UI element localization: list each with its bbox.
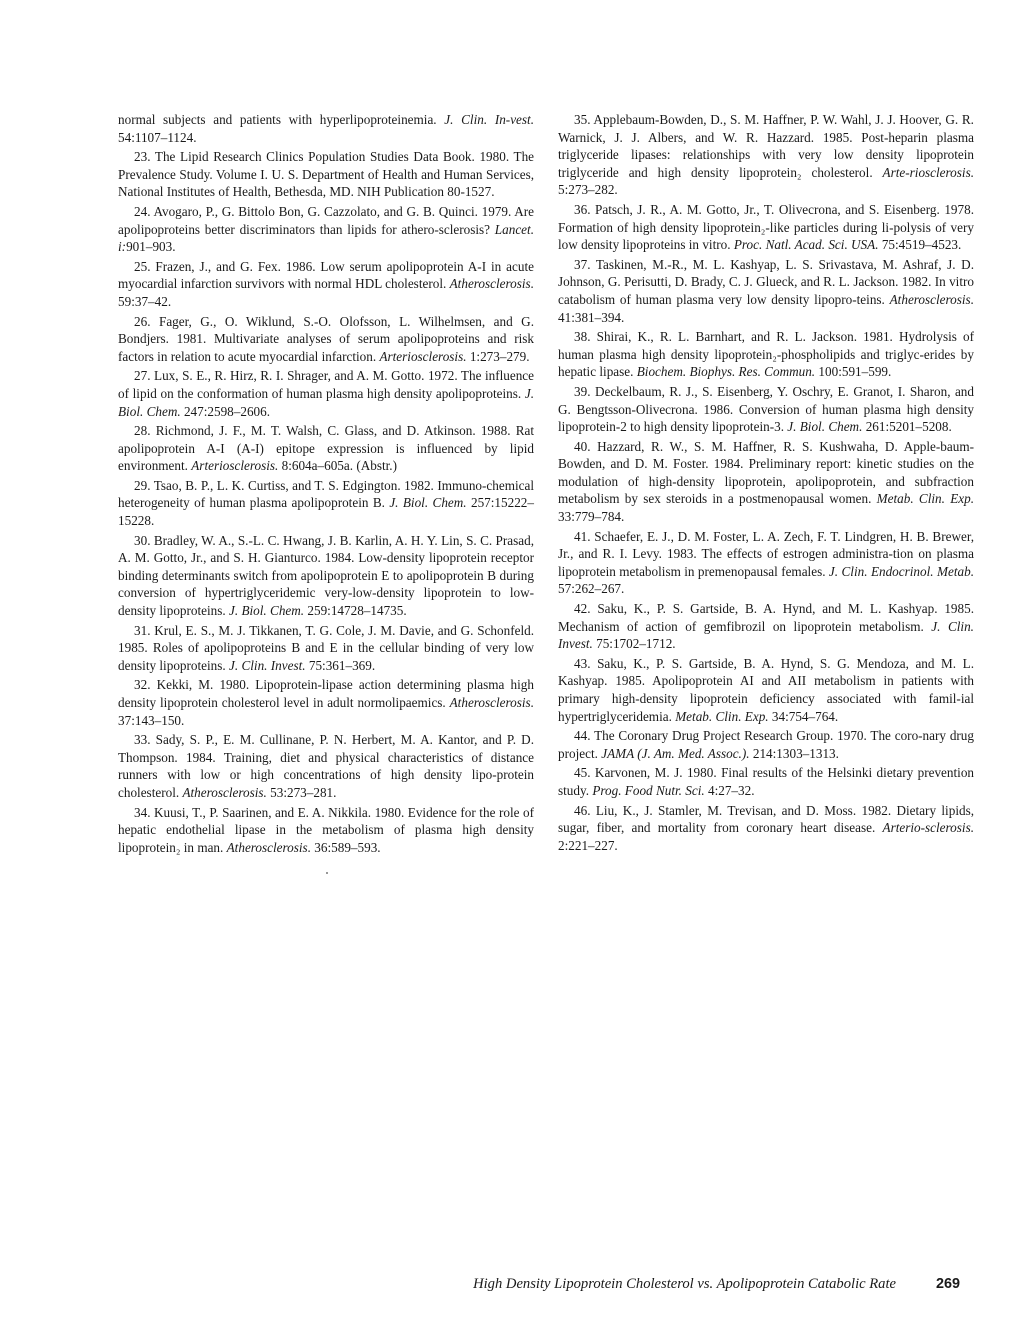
reference-entry [118,258,534,311]
reference-text: Sady, S. P., E. M. Cullinane, P. N. Herbert, M. A. Kantor, and P. D. Thompson. 1984. Training, diet and physical characteristics of distance runners with low or high concentrations of high density lipo-protein cholesterol. [118,732,534,800]
reference-entry [558,438,974,526]
reference-text: Lux, S. E., R. Hirz, R. I. Shrager, and A. M. Gotto. 1972. The influence of lipid on the conformation of human plasma high density apolipoproteins. [118,368,534,401]
stray-mark [326,872,328,874]
reference-number: 32. [134,677,151,693]
journal-name: J. Biol. Chem. [389,495,467,511]
reference-number: 45. [574,765,591,781]
citation-volume-pages: 75:361–369. [305,657,376,673]
citation-volume-pages: 41:381–394. [558,309,625,325]
citation-volume-pages: 59:37–42. [118,293,172,309]
reference-text: Schaefer, E. J., D. M. Foster, L. A. Zech, F. T. Lindgren, H. B. Brewer, Jr., and R. I. Levy. 1983. The effects of estrogen administra-tion on plasma lipoprotein metabolism in premenopausal females. [558,528,975,579]
journal-name: Metab. Clin. Exp. [876,491,974,507]
journal-name: Atherosclerosis. [182,784,267,800]
journal-name: J. Biol. Chem. [118,385,534,419]
reference-text: normal subjects and patients with hyperlipoproteinemia. [118,112,445,127]
reference-text: Fager, G., O. Wiklund, S.-O. Olofsson, L. Wilhelmsen, and G. Bondjers. 1981. Multivariate analyses of serum apolipoproteins and risk factors in relation to acute myocardial infarction. [118,313,534,364]
reference-entry [118,477,534,530]
journal-name: J. Clin. Invest. [558,618,974,652]
reference-entry [558,256,974,326]
reference-number: 40. [574,438,591,454]
reference-column-right [558,111,974,856]
journal-name: Atherosclerosis. [449,695,534,710]
reference-text: Krul, E. S., M. J. Tikkanen, T. G. Cole, J. M. Davie, and G. Schonfeld. 1985. Roles of apolipoproteins B and E in the cellular binding of very low density lipoproteins. [118,622,534,673]
page-number: 269 [935,1276,960,1292]
citation-volume-pages: 100:591–599. [815,364,892,380]
citation-volume-pages: 57:262–267. [558,581,625,597]
citation-volume-pages: 54:1107–1124. [118,129,197,145]
journal-name: Lancet. i: [118,221,534,255]
journal-name: J. Biol. Chem. [229,603,305,619]
reference-number: 30. [134,532,151,548]
reference-entry [558,528,974,598]
reference-number: 24. [134,203,151,219]
citation-volume-pages: 53:273–281. [266,784,337,800]
citation-volume-pages: 4:27–32. [704,782,755,798]
journal-name: Biochem. Biophys. Res. Commun. [636,364,816,380]
reference-number: 35. [574,112,591,127]
citation-volume-pages: 36:589–593. [311,839,381,855]
reference-number: 41. [574,528,591,544]
citation-volume-pages: 2:221–227. [558,837,618,853]
reference-text: The Lipid Research Clinics Population Studies Data Book. 1980. The Prevalence Study. Volume I. U. S. Department of Health and Human Services, National Institutes of Health, Bethesda, MD. NIH Publication 80-1527. [118,149,535,200]
reference-number: 27. [134,368,151,384]
citation-volume-pages: 8:604a–605a. (Abstr.) [278,458,397,474]
reference-text: Patsch, J. R., A. M. Gotto, Jr., T. Olivecrona, and S. Eisenberg. 1978. Formation of high density lipoprotein₂-like particles during li-polysis of very low density lipoproteins in vitro. [558,201,974,253]
running-title: High Density Lipoprotein Cholesterol vs. Apolipoprotein Catabolic Rate [473,1276,896,1292]
citation-volume-pages: 1:273–279. [466,348,530,364]
citation-volume-pages: 901–903. [126,239,176,255]
reference-entry [118,111,534,146]
reference-text: Deckelbaum, R. J., S. Eisenberg, Y. Oschry, E. Granot, I. Sharon, and G. Bengtsson-Olivecrona. 1986. Conversion of human plasma high density lipoprotein-2 to high density lipoprotein-3. [558,383,974,435]
reference-text: Avogaro, P., G. Bittolo Bon, G. Cazzolato, and G. B. Quinci. 1979. Are apolipoproteins better discriminators than lipids for athero-sclerosis? [118,203,534,237]
reference-entry [118,676,534,729]
reference-text: Saku, K., P. S. Gartside, B. A. Hynd, and M. L. Kashyap. 1985. Mechanism of action of gemfibrozil on lipoprotein metabolism. [558,601,974,634]
reference-text: Applebaum-Bowden, D., S. M. Haffner, P. W. Wahl, J. J. Hoover, G. R. Warnick, J. J. Albers, and W. R. Hazzard. 1985. Post-heparin plasma triglyceride lipases: relationships with very low density lipoprotein triglyceride and high density lipoprotein₂ cholesterol. [558,112,974,180]
reference-text: Bradley, W. A., S.-L. C. Hwang, J. B. Karlin, A. H. Y. Lin, S. C. Prasad, A. M. Gotto, Jr., and S. H. Gianturco. 1984. Low-density lipoprotein receptor binding determinants switch from apolipoprotein E to apolipoprotein B during conversion of hypertriglyceridemic very-low-density lipoprotein to low-density lipoproteins. [118,532,534,619]
reference-text: Kekki, M. 1980. Lipoprotein-lipase action determining plasma high density lipoprotein cholesterol level in adult normolipaemics. [118,677,534,710]
reference-number: 44. [574,728,591,744]
citation-volume-pages: 214:1303–1313. [749,745,839,761]
journal-name: Arteriosclerosis. [379,348,467,364]
reference-number: 37. [574,256,591,272]
citation-volume-pages: 247:2598–2606. [180,403,271,419]
reference-entry [558,201,974,254]
reference-text: Karvonen, M. J. 1980. Final results of the Helsinki dietary prevention study. [558,765,975,798]
reference-number: 29. [134,477,151,493]
reference-entry [118,148,534,201]
citation-volume-pages: 37:143–150. [118,712,185,728]
reference-entry [558,655,974,725]
reference-number: 36. [574,201,591,217]
reference-number: 33. [134,732,151,748]
citation-volume-pages: 5:273–282. [558,182,618,198]
journal-name: J. Biol. Chem. [787,419,863,435]
reference-number: 26. [134,313,151,329]
journal-name: Atherosclerosis. [226,839,311,855]
citation-volume-pages: 75:1702–1712. [592,636,676,652]
reference-text: The Coronary Drug Project Research Group. 1970. The coro-nary drug project. [558,728,974,761]
reference-text: Kuusi, T., P. Saarinen, and E. A. Nikkila. 1980. Evidence for the role of hepatic endothelial lipase in the metabolism of plasma high density lipoprotein₂ in man. [118,804,534,855]
reference-entry [118,532,534,620]
reference-entry [558,764,974,799]
reference-text: Taskinen, M.-R., M. L. Kashyap, L. S. Srivastava, M. Ashraf, J. D. Johnson, G. Perisutti, D. Brady, C. J. Glueck, and R. L. Jackson. 1982. In vitro catabolism of human plasma very low density lipopro-teins. [558,256,974,307]
reference-entry [118,367,534,420]
reference-number: 25. [134,258,151,274]
citation-volume-pages: 75:4519–4523. [878,237,962,253]
reference-entry [118,731,534,801]
journal-name: Atherosclerosis. [889,291,974,307]
journal-name: Arteriosclerosis. [191,458,279,474]
reference-number: 42. [574,601,591,617]
reference-number: 34. [134,804,151,820]
reference-number: 46. [574,802,591,818]
reference-number: 23. [134,149,151,165]
reference-number: 31. [134,622,151,638]
citation-volume-pages: 259:14728–14735. [304,603,407,619]
reference-entry [558,383,974,436]
journal-name: Prog. Food Nutr. Sci. [592,782,705,798]
reference-number: 38. [574,329,591,345]
reference-text: Hazzard, R. W., S. M. Haffner, R. S. Kushwaha, D. Apple-baum-Bowden, and D. M. Foster. 1984. Preliminary report: kinetic studies on the modulation of high-density lipoprotein, apolipoprotein, and subfraction metabolism by sex steroids in a postmenopausal women. [558,438,974,507]
journal-name: J. Clin. In-vest. [444,112,534,127]
reference-entry [118,804,534,857]
reference-text: Frazen, J., and G. Fex. 1986. Low serum apolipoprotein A-I in acute myocardial infarction survivors with normal HDL cholesterol. [118,258,534,292]
reference-entry [558,111,974,199]
reference-text: Saku, K., P. S. Gartside, B. A. Hynd, S. G. Mendoza, and M. L. Kashyap. 1985. Apolipoprotein AI and AII metabolism in patients with primary high-density lipoprotein deficiency associated with famil-ial hypertriglyceridemia. [558,655,974,724]
journal-name: J. Clin. Endocrinol. Metab. [828,563,974,579]
reference-entry [558,600,974,653]
reference-text: Tsao, B. P., L. K. Curtiss, and T. S. Edgington. 1982. Immuno-chemical heterogeneity of human plasma apolipoprotein B. [118,477,534,511]
journal-name: Arte-riosclerosis. [882,164,974,180]
citation-volume-pages: 34:754–764. [768,708,839,724]
reference-number: 43. [574,655,591,671]
reference-entry [118,313,534,366]
journal-name: Arterio-sclerosis. [882,820,974,836]
reference-number: 39. [574,383,591,399]
journal-name: JAMA (J. Am. Med. Assoc.). [601,745,750,761]
journal-name: Metab. Clin. Exp. [675,708,769,724]
reference-entry [118,622,534,675]
journal-name: Atherosclerosis. [449,276,534,292]
reference-entry [558,727,974,762]
citation-volume-pages: 33:779–784. [558,509,625,525]
reference-number: 28. [134,423,151,439]
reference-column-left [118,111,534,858]
reference-text: Shirai, K., R. L. Barnhart, and R. L. Jackson. 1981. Hydrolysis of human plasma high density lipoprotein₂-phospholipids and triglyc-erides by hepatic lipase. [558,329,974,380]
reference-entry [558,802,974,855]
citation-volume-pages: 257:15222–15228. [118,495,534,529]
citation-volume-pages: 261:5201–5208. [862,419,952,435]
reference-text: Liu, K., J. Stamler, M. Trevisan, and D. Moss. 1982. Dietary lipids, sugar, fiber, and mortality from coronary heart disease. [558,802,975,836]
journal-name: Proc. Natl. Acad. Sci. USA. [733,237,879,253]
reference-entry [118,422,534,475]
reference-text: Richmond, J. F., M. T. Walsh, C. Glass, and D. Atkinson. 1988. Rat apolipoprotein A-I (A-I) epitope expression is influenced by lipid environment. [118,423,535,474]
journal-name: J. Clin. Invest. [229,657,306,673]
reference-entry [118,203,534,256]
reference-entry [558,328,974,381]
